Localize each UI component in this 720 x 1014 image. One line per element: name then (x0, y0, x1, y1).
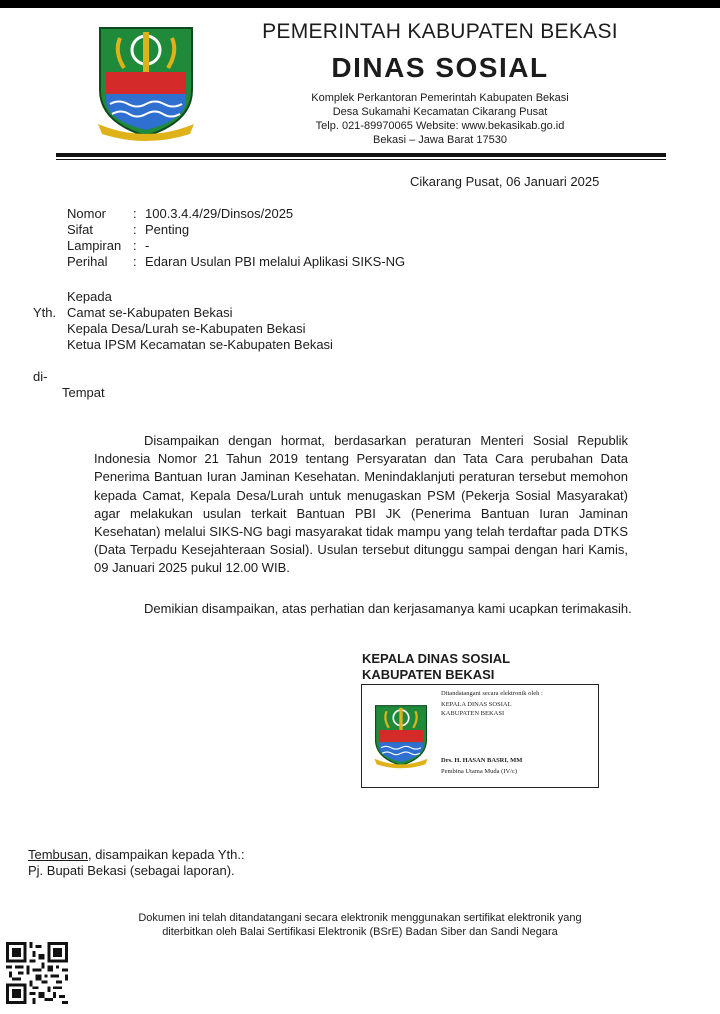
cc-heading-underlined: Tembusan (28, 847, 88, 862)
signature-office: KEPALA DINAS SOSIAL (441, 701, 512, 708)
recipient-line: Kepala Desa/Lurah se-Kabupaten Bekasi (67, 321, 306, 336)
cc-heading-rest: , disampaikan kepada Yth.: (87, 847, 245, 862)
meta-separator: : (133, 222, 137, 237)
letter-date: Cikarang Pusat, 06 Januari 2025 (410, 174, 600, 189)
recipient-line: Ketua IPSM Kecamatan se-Kabupaten Bekasi (67, 337, 333, 352)
closing-sentence: Demikian disampaikan, atas perhatian dan kerjasamanya kami ucapkan terimakasih. (144, 601, 632, 616)
department-name: DINAS SOSIAL (331, 52, 549, 83)
address-line: Desa Sukamahi Kecamatan Cikarang Pusat (332, 106, 548, 118)
meta-value: Edaran Usulan PBI melalui Aplikasi SIKS-NG (145, 254, 406, 269)
signatory-title: KABUPATEN BEKASI (362, 667, 495, 682)
meta-value: 100.3.4.4/29/Dinsos/2025 (145, 206, 294, 221)
government-name: PEMERINTAH KABUPATEN BEKASI (262, 20, 618, 43)
top-border (0, 0, 720, 8)
meta-label: Nomor (67, 206, 107, 221)
signature-office: KABUPATEN BEKASI (441, 710, 505, 717)
body-paragraph: Disampaikan dengan hormat, berdasarkan peraturan Menteri Sosial Republik Indonesia Nomor 21 Tahun 2019 tentang Persyaratan dan Tata Cara perubahan Data Penerima Bantuan Iuran Jaminan Kesehatan. Menindaklanjuti peraturan tersebut memohon kepada Camat, Kepala Desa/Lurah untuk menugaskan PSM (Pekerja Sosial Masyarakat) agar melakukan usulan terkait Bantuan PBI JK (Penerima Bantuan Iuran Jaminan Kesehatan) melalui SIKS-NG bagi masyarakat tidak mampu yang telah terdaftar pada DTKS (Data Terpadu Kesejahteraan Sosial). Usulan tersebut ditunggu sampai dengan hari Kamis, 09 Januari 2025 pukul 12.00 WIB. (94, 433, 628, 576)
signatory-rank: Pembina Utama Muda (IV/c) (441, 768, 517, 775)
meta-row-lampiran (67, 238, 467, 254)
meta-separator: : (133, 254, 137, 269)
signatory-title: KEPALA DINAS SOSIAL (362, 651, 511, 666)
bekasi-regency-emblem-icon (370, 693, 432, 777)
address-line: Komplek Perkantoran Pemerintah Kabupaten Bekasi (311, 92, 569, 104)
meta-label: Lampiran (67, 238, 122, 253)
meta-label: Sifat (67, 222, 94, 237)
qr-code-icon (6, 942, 68, 1004)
meta-value: - (145, 238, 150, 253)
meta-separator: : (133, 206, 137, 221)
recipient-kepada: Kepada (67, 289, 112, 304)
electronic-signature-box (361, 684, 599, 788)
meta-separator: : (133, 238, 137, 253)
footer-note: Dokumen ini telah ditandatangani secara elektronik menggunakan sertifikat elektronik yang (138, 912, 582, 924)
address-line: Bekasi – Jawa Barat 17530 (373, 134, 507, 146)
recipient-tempat: Tempat (62, 385, 105, 400)
header-divider-thin (56, 159, 666, 160)
cc-item: Pj. Bupati Bekasi (sebagai laporan). (28, 863, 235, 878)
signatory-name: Drs. H. HASAN BASRI, MM (441, 757, 523, 764)
cc-heading (28, 847, 245, 862)
recipient-yth: Yth. (33, 305, 57, 320)
meta-value: Penting (145, 222, 190, 237)
meta-row-perihal (67, 254, 467, 270)
meta-row-nomor (67, 206, 467, 222)
recipient-line: Camat se-Kabupaten Bekasi (67, 305, 233, 320)
footer-note: diterbitkan oleh Balai Sertifikasi Elektronik (BSrE) Badan Siber dan Sandi Negara (162, 926, 558, 938)
signature-note: Ditandatangani secara elektronik oleh : (441, 690, 543, 697)
meta-label: Perihal (67, 254, 108, 269)
bekasi-regency-emblem-icon (90, 20, 202, 142)
address-line: Telp. 021-89970065 Website: www.bekasikab.go.id (315, 120, 565, 132)
recipient-di: di- (33, 369, 48, 384)
header-divider-thick (56, 153, 666, 157)
meta-row-sifat (67, 222, 467, 238)
